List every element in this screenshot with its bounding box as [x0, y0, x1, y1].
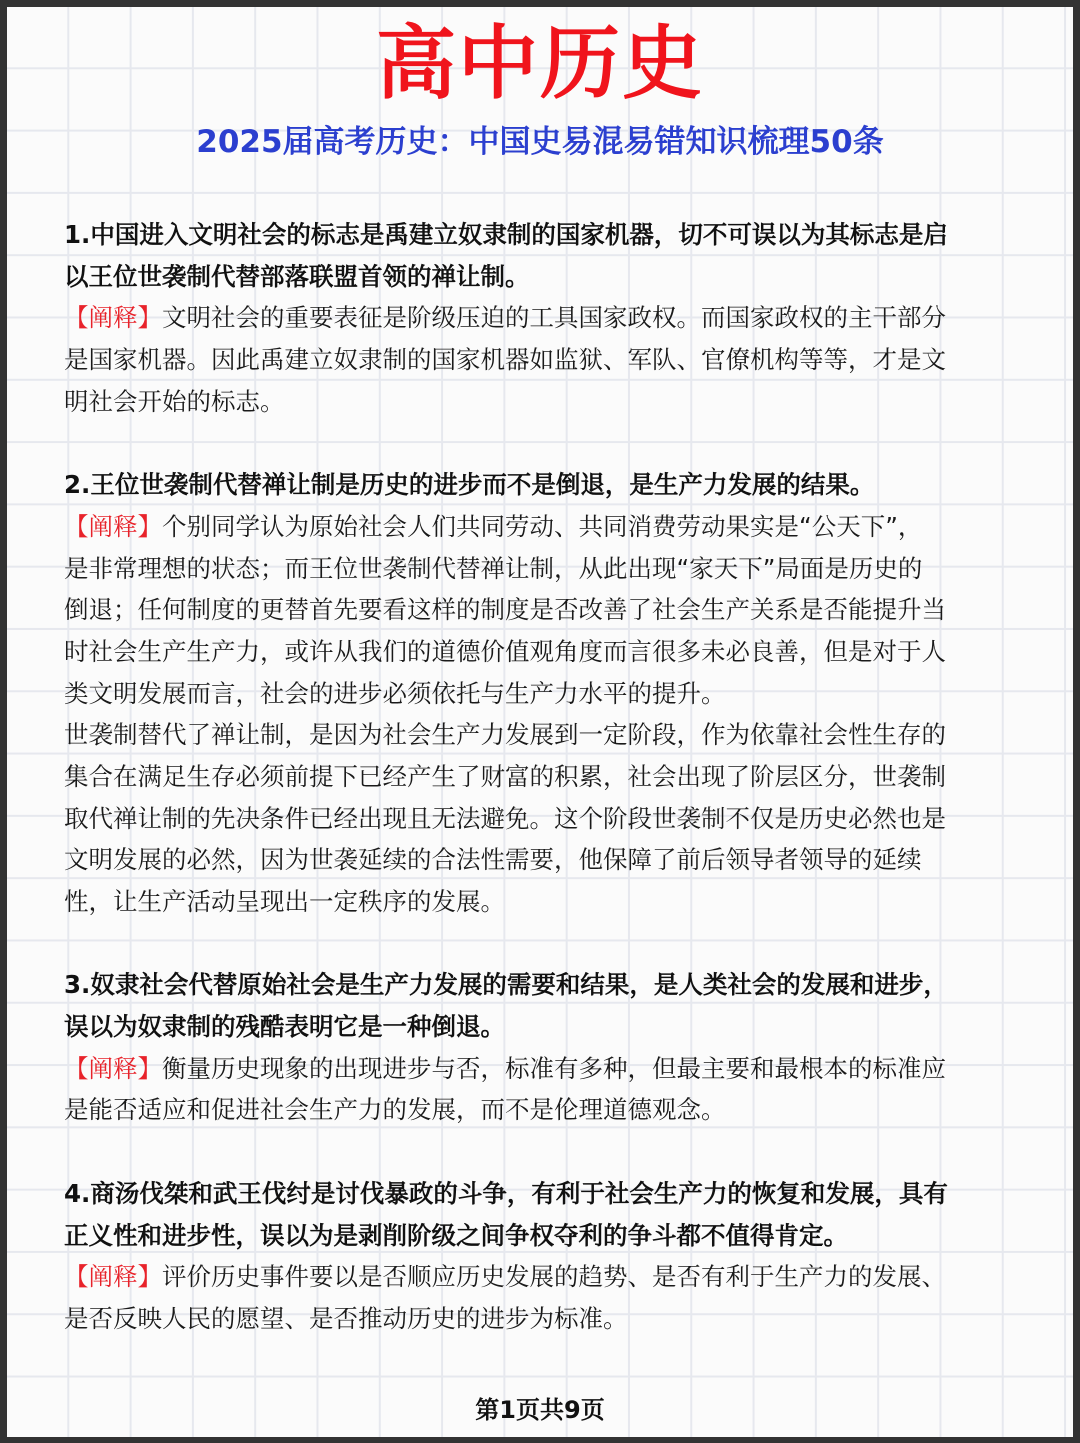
page-subtitle: 2025届高考历史：中国史易混易错知识梳理50条	[196, 124, 884, 160]
item-explanation-line	[64, 506, 1014, 548]
item-explanation-line: 是否反映人民的愿望、是否推动历史的进步为标准。	[64, 1303, 628, 1333]
explanation-text: 评价历史事件要以是否顺应历史发展的趋势、是否有利于生产力的发展、	[162, 1262, 946, 1292]
spacer	[64, 923, 1014, 965]
explanation-label: 【阐释】	[64, 1053, 162, 1083]
item-extra-line: 世袭制替代了禅让制，是因为社会生产力发展到一定阶段，作为依靠社会性生存的	[64, 720, 946, 750]
knowledge-item	[64, 214, 1014, 422]
item-extra-line: 取代禅让制的先决条件已经出现且无法避免。这个阶段世袭制不仅是历史必然也是	[64, 803, 946, 833]
item-explanation-line: 时社会生产生产力，或许从我们的道德价值观角度而言很多未必良善，但是对于人	[64, 636, 946, 666]
item-explanation-line	[64, 1256, 1014, 1298]
item-explanation-line: 明社会开始的标志。	[64, 386, 285, 416]
item-heading-line: 以王位世袭制代替部落联盟首领的禅让制。	[64, 261, 530, 291]
page-number: 第1页共9页	[475, 1396, 605, 1424]
item-heading-line: 4.商汤伐桀和武王伐纣是讨伐暴政的斗争，有利于社会生产力的恢复和发展，具有	[64, 1178, 948, 1208]
explanation-text: 文明社会的重要表征是阶级压迫的工具国家政权。而国家政权的主干部分	[162, 303, 946, 333]
item-extra-line: 集合在满足生存必须前提下已经产生了财富的积累，社会出现了阶层区分，世袭制	[64, 761, 946, 791]
item-explanation-line: 是非常理想的状态；而王位世袭制代替禅让制，从此出现“家天下”局面是历史的	[64, 553, 923, 583]
item-explanation-line	[64, 297, 1014, 339]
item-explanation-line	[64, 1048, 1014, 1090]
explanation-label: 【阐释】	[64, 511, 162, 541]
item-extra-line: 性，让生产活动呈现出一定秩序的发展。	[64, 887, 505, 916]
item-heading-line: 2.王位世袭制代替禅让制是历史的进步而不是倒退，是生产力发展的结果。	[64, 470, 875, 500]
item-heading-line: 正义性和进步性，误以为是剥削阶级之间争权夺利的争斗都不值得肯定。	[64, 1220, 848, 1250]
item-heading-line: 误以为奴隶制的残酷表明它是一种倒退。	[64, 1012, 505, 1042]
explanation-text: 衡量历史现象的出现进步与否，标准有多种，但最主要和最根本的标准应	[162, 1053, 946, 1083]
explanation-label: 【阐释】	[64, 1262, 162, 1292]
item-extra-line: 文明发展的必然，因为世袭延续的合法性需要，他保障了前后领导者领导的延续	[64, 845, 922, 875]
knowledge-item	[64, 964, 1014, 1131]
explanation-text: 个别同学认为原始社会人们共同劳动、共同消费劳动果实是“公天下”，	[162, 511, 923, 541]
item-explanation-line: 倒退；任何制度的更替首先要看这样的制度是否改善了社会生产关系是否能提升当	[64, 595, 946, 625]
content-body	[64, 214, 1014, 1340]
item-heading-line: 1.中国进入文明社会的标志是禹建立奴隶制的国家机器，切不可误以为其标志是启	[64, 220, 948, 249]
page-title: 高中历史	[376, 17, 704, 110]
explanation-label: 【阐释】	[64, 303, 162, 333]
knowledge-item	[64, 1173, 1014, 1340]
item-heading-line: 3.奴隶社会代替原始社会是生产力发展的需要和结果，是人类社会的发展和进步，	[64, 970, 948, 1000]
spacer	[64, 422, 1014, 464]
knowledge-item	[64, 464, 1014, 923]
item-explanation-line: 类文明发展而言，社会的进步必须依托与生产力水平的提升。	[64, 678, 726, 708]
item-explanation-line: 是国家机器。因此禹建立奴隶制的国家机器如监狱、军队、官僚机构等等，才是文	[64, 345, 946, 375]
item-explanation-line: 是能否适应和促进社会生产力的发展，而不是伦理道德观念。	[64, 1095, 726, 1125]
spacer	[64, 1131, 1014, 1173]
